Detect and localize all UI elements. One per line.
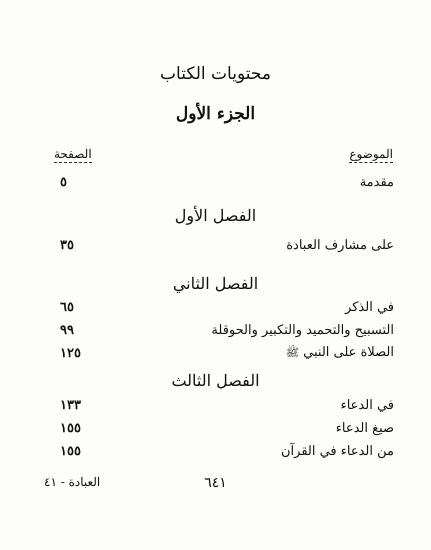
- toc-entry: [60, 320, 394, 340]
- signature-mark: العبادة - ٤١: [44, 475, 101, 489]
- toc-entry: [60, 343, 394, 363]
- toc-entry-page: ٣٥: [60, 237, 74, 253]
- toc-entry-page: ١٥٥: [60, 443, 81, 459]
- toc-entry: [60, 172, 394, 192]
- toc-entry-topic: مقدمة: [359, 174, 394, 190]
- toc-entry: [60, 418, 394, 438]
- chapter-heading: الفصل الثاني: [172, 274, 259, 293]
- toc-entry-topic: التسبيح والتحميد والتكبير والحوقلة: [211, 322, 394, 338]
- toc-entry-topic: صيغ الدعاء: [335, 420, 394, 436]
- toc-entry-topic-text: الصلاة على النبي: [303, 344, 394, 360]
- toc-entry-topic: على مشارف العبادة: [286, 237, 394, 253]
- toc-entry-topic: من الدعاء في القرآن: [280, 443, 394, 459]
- honorific-symbol: ﷺ: [285, 345, 300, 359]
- toc-entry-page: ١٥٥: [60, 420, 81, 436]
- toc-entry-page: ١٣٣: [60, 397, 81, 413]
- contents-title: محتويات الكتاب: [160, 64, 271, 84]
- toc-entry: [60, 297, 394, 317]
- topic-column-header: الموضوع: [349, 147, 393, 161]
- page-number: ٦٤١: [204, 475, 227, 491]
- toc-entry: [60, 235, 394, 255]
- toc-entry: [60, 395, 394, 415]
- chapter-heading: الفصل الأول: [174, 206, 257, 225]
- toc-entry: [60, 441, 394, 461]
- chapter-heading: الفصل الثالث: [171, 371, 260, 390]
- page-column-header: الصفحة: [54, 147, 92, 161]
- toc-entry-topic: [286, 345, 394, 362]
- toc-entry-page: ٥: [60, 174, 67, 190]
- toc-entry-page: ٩٩: [60, 322, 74, 338]
- toc-entry-page: ٦٥: [60, 299, 74, 315]
- part-heading: الجزء الأول: [175, 104, 256, 124]
- toc-entry-page: ١٢٥: [60, 345, 81, 361]
- toc-entry-topic: في الذكر: [345, 299, 394, 315]
- toc-entry-topic: في الدعاء: [340, 397, 394, 413]
